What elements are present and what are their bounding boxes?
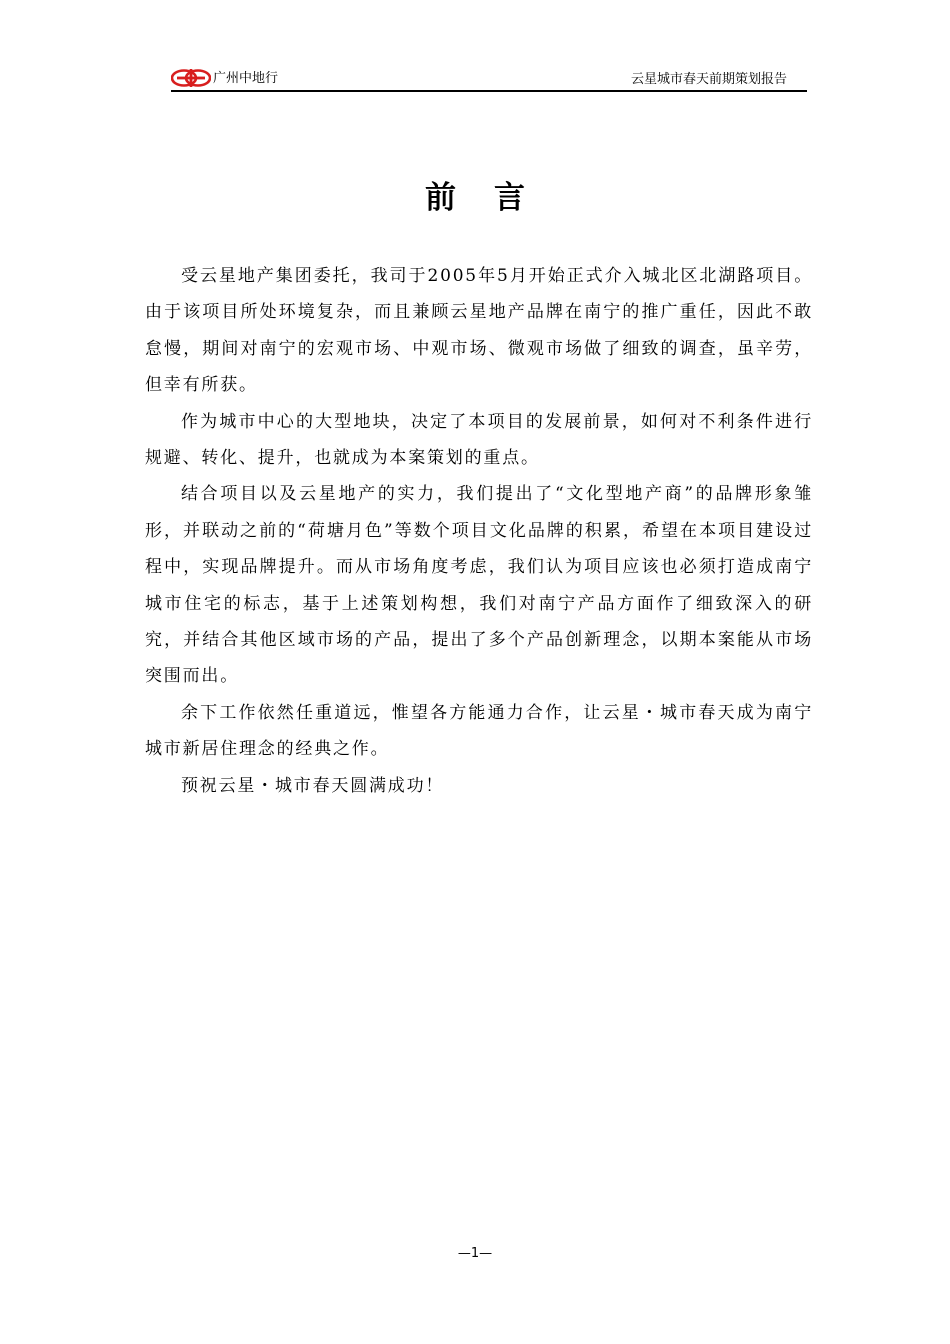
paragraph-4: 余下工作依然任重道远，惟望各方能通力合作，让云星・城市春天成为南宁城市新居住理念的经典之作。 <box>145 702 813 760</box>
paragraph-2: 作为城市中心的大型地块，决定了本项目的发展前景，如何对不利条件进行规避、转化、提升，也就成为本案策划的重点。 <box>145 411 813 469</box>
report-title: 云星城市春天前期策划报告 <box>630 72 787 87</box>
brand-name: 广州中地行 <box>213 71 279 86</box>
preface-body <box>145 258 813 804</box>
paragraph-1: 受云星地产集团委托，我司于2005年5月开始正式介入城北区北湖路项目。由于该项目所处环境复杂，而且兼顾云星地产品牌在南宁的推广重任，因此不敢怠慢，期间对南宁的宏观市场、中观市场、微观市场做了细致的调查，虽辛劳，但幸有所获。 <box>145 266 813 396</box>
paragraph-3: 结合项目以及云星地产的实力，我们提出了“文化型地产商”的品牌形象雏形，并联动之前的“荷塘月色”等数个项目文化品牌的积累，希望在本项目建设过程中，实现品牌提升。而从市场角度考虑，我们认为项目应该也必须打造成南宁城市住宅的标志，基于上述策划构想，我们对南宁产品方面作了细致深入的研究，并结合其他区域市场的产品，提出了多个产品创新理念，以期本案能从市场突围而出。 <box>145 484 813 687</box>
zhongdihang-logo-icon <box>171 69 211 87</box>
page-header <box>171 64 807 92</box>
page-title: 前言 <box>425 180 563 216</box>
header-rule <box>171 90 807 92</box>
page-number: —1— <box>457 1246 493 1261</box>
paragraph-5: 预祝云星・城市春天圆满成功！ <box>181 775 445 796</box>
